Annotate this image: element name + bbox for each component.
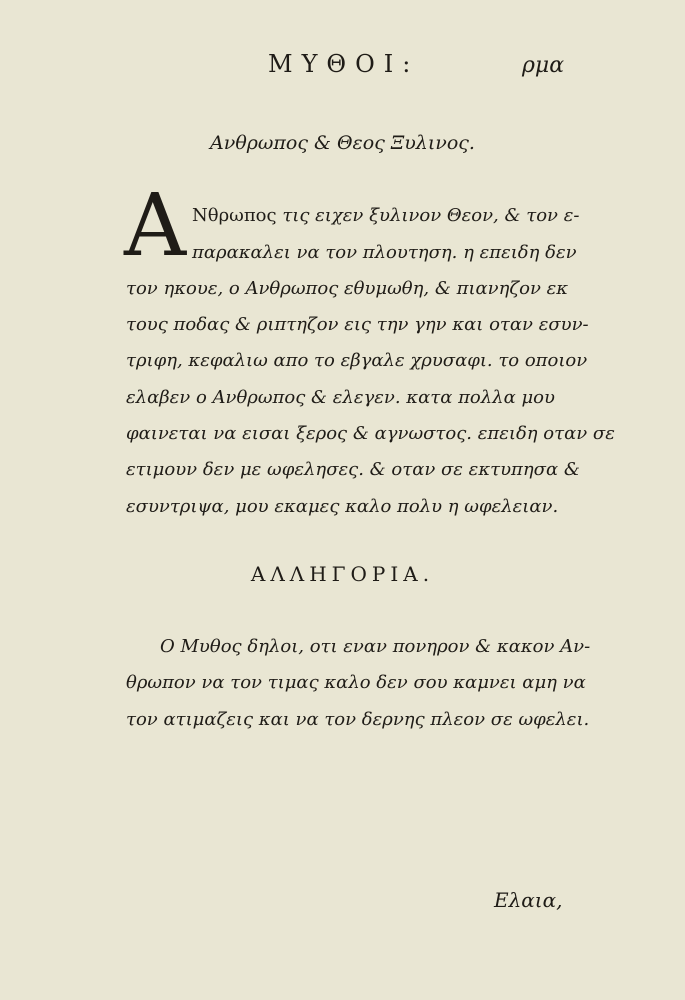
fable-line-1 (192, 205, 579, 226)
fable-line-3: τον ηκουε, ο Ανθρωπος εθυμωθη, & πιανηζον εκ (126, 278, 569, 299)
running-title: ΜΥΘΟΙ: (268, 50, 420, 78)
allegory-line-2: θρωπον να τον τιμας καλο δεν σου καμνει αμη να (126, 672, 586, 693)
fable-line-7: φαινεται να εισαι ξερος & αγνωστος. επειδη οταν σε (126, 423, 615, 444)
fable-first-word: Νθρωπος (192, 205, 277, 226)
fable-title: Ανθρωπος & Θεος Ξυλινος. (210, 132, 475, 154)
catchword: Ελαια, (494, 888, 563, 912)
drop-cap: Α (124, 176, 187, 276)
allegory-line-1: Ο Μυθος δηλοι, οτι εναν πονηρον & κακον Αν- (160, 636, 591, 657)
allegory-heading: ΑΛΛΗΓΟΡΙΑ. (250, 562, 435, 586)
fable-line-6: ελαβεν ο Ανθρωπος & ελεγεν. κατα πολλα μου (126, 387, 555, 408)
fable-line-2: παρακαλει να τον πλουτηση. η επειδη δεν (192, 242, 577, 263)
allegory-line-3: τον ατιμαζεις και να τον δερνης πλεον σε ωφελει. (126, 709, 590, 730)
fable-line-1-text: τις ειχεν ξυλινον Θεον, & τον ε- (276, 205, 580, 226)
fable-line-9: εσυντριψα, μου εκαμες καλο πολυ η ωφελειαν. (126, 496, 559, 517)
page-number: ρμα (522, 53, 565, 78)
fable-line-8: ετιμουν δεν με ωφελησες. & οταν σε εκτυπησα & (126, 459, 580, 480)
fable-line-5: τριφη, κεφαλιω απο το εβγαλε χρυσαφι. το οποιον (126, 350, 588, 371)
fable-line-4: τους ποδας & ριπτηζον εις την γην και οταν εσυν- (126, 314, 589, 335)
